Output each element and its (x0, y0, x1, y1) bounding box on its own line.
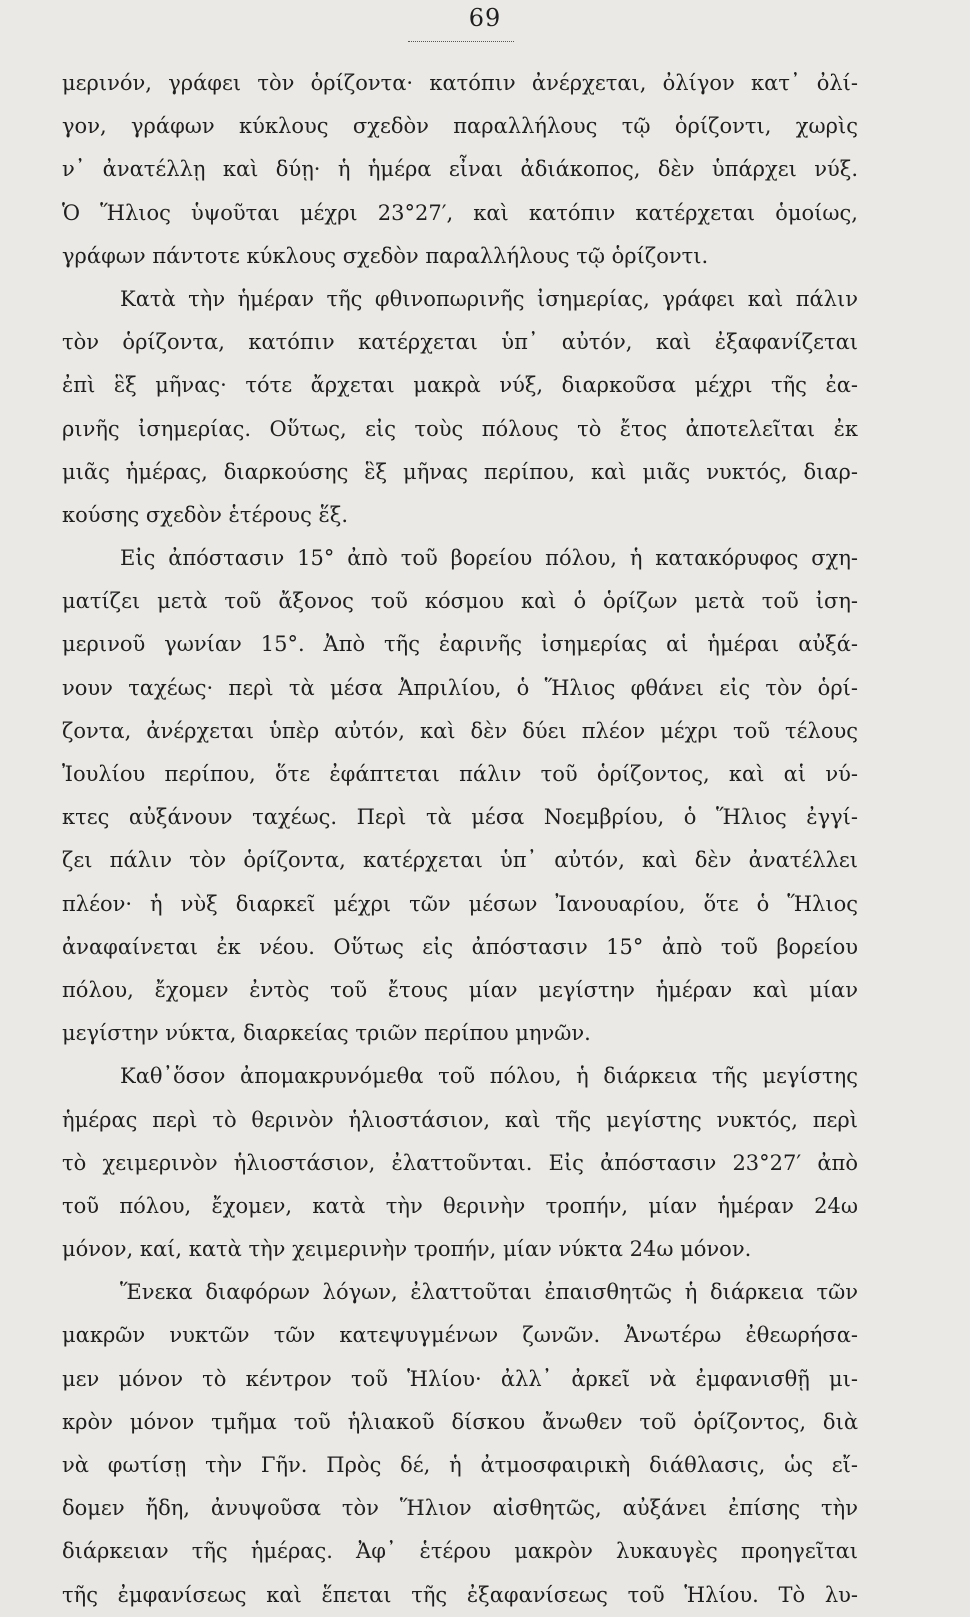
page-number: 69 (468, 4, 502, 32)
text-line: Κατὰ τὴν ἡμέραν τῆς φθινοπωρινῆς ἰσημερίας, γράφει καὶ πάλιν (120, 286, 858, 311)
text-line: τοῦ πόλου, ἔχομεν, κατὰ τὴν θερινὴν τροπήν, μίαν ἡμέραν 24ω (62, 1193, 858, 1218)
text-line: ἐπὶ ἓξ μῆνας· τότε ἄρχεται μακρὰ νύξ, διαρκοῦσα μέχρι τῆς ἐα- (62, 373, 858, 398)
text-line: Ἰουλίου περίπου, ὅτε ἐφάπτεται πάλιν τοῦ ὁρίζοντος, καὶ αἱ νύ- (62, 762, 858, 786)
text-line: τὸ χειμερινὸν ἡλιοστάσιον, ἐλαττοῦνται. Εἰς ἀπόστασιν 23°27′ ἀπὸ (62, 1150, 858, 1175)
text-line: μόνον, καί, κατὰ τὴν χειμερινὴν τροπήν, μίαν νύκτα 24ω μόνον. (62, 1237, 752, 1262)
text-line: ν᾽ ἀνατέλλῃ καὶ δύῃ· ἡ ἡμέρα εἶναι ἀδιάκοπος, δὲν ὑπάρχει νύξ. (62, 157, 858, 182)
text-line: ἡμέρας περὶ τὸ θερινὸν ἡλιοστάσιον, καὶ τῆς μεγίστης νυκτός, περὶ (62, 1107, 858, 1132)
text-line: μεγίστην νύκτα, διαρκείας τριῶν περίπου μηνῶν. (62, 1021, 591, 1046)
text-line: μερινόν, γράφει τὸν ὁρίζοντα· κατόπιν ἀνέρχεται, ὀλίγον κατ᾽ ὀλί- (62, 71, 858, 95)
text-line: ζει πάλιν τὸν ὁρίζοντα, κατέρχεται ὑπ᾽ αὐτόν, καὶ δὲν ἀνατέλλει (62, 848, 858, 873)
text-line: νὰ φωτίσῃ τὴν Γῆν. Πρὸς δέ, ἡ ἀτμοσφαιρικὴ διάθλασις, ὡς εἴ- (62, 1453, 858, 1477)
text-line: Εἰς ἀπόστασιν 15° ἀπὸ τοῦ βορείου πόλου, ἡ κατακόρυφος σχη- (120, 546, 858, 571)
text-line: τῆς ἐμφανίσεως καὶ ἕπεται τῆς ἐξαφανίσεως τοῦ Ἡλίου. Τὸ λυ- (62, 1582, 858, 1607)
text-line: μιᾶς ἡμέρας, διαρκούσης ἓξ μῆνας περίπου, καὶ μιᾶς νυκτός, διαρ- (62, 459, 858, 484)
text-line: Ὁ Ἥλιος ὑψοῦται μέχρι 23°27′, καὶ κατόπιν κατέρχεται ὁμοίως, (62, 200, 858, 225)
text-line: γράφων πάντοτε κύκλους σχεδὸν παραλλήλους τῷ ὁρίζοντι. (62, 243, 709, 268)
text-line: δομεν ἤδη, ἀνυψοῦσα τὸν Ἥλιον αἰσθητῶς, αὐξάνει ἐπίσης τὴν (62, 1496, 858, 1521)
text-line: διάρκειαν τῆς ἡμέρας. Ἀφ᾽ ἑτέρου μακρὸν λυκαυγὲς προηγεῖται (62, 1539, 858, 1564)
text-line: μεν μόνον τὸ κέντρον τοῦ Ἡλίου· ἀλλ᾽ ἀρκεῖ νὰ ἐμφανισθῇ μι- (62, 1366, 858, 1391)
text-line: Ἕνεκα διαφόρων λόγων, ἐλαττοῦται ἐπαισθητῶς ἡ διάρκεια τῶν (120, 1280, 858, 1305)
text-line: πλέον· ἡ νὺξ διαρκεῖ μέχρι τῶν μέσων Ἰανουαρίου, ὅτε ὁ Ἥλιος (62, 891, 858, 916)
text-line: μακρῶν νυκτῶν τῶν κατεψυγμένων ζωνῶν. Ἀνωτέρω ἐθεωρήσα- (62, 1323, 858, 1348)
text-line: μερινοῦ γωνίαν 15°. Ἀπὸ τῆς ἐαρινῆς ἰσημερίας αἱ ἡμέραι αὐξά- (62, 632, 858, 657)
text-line: πόλου, ἔχομεν ἐντὸς τοῦ ἔτους μίαν μεγίστην ἡμέραν καὶ μίαν (62, 977, 858, 1002)
text-line: νουν ταχέως· περὶ τὰ μέσα Ἀπριλίου, ὁ Ἥλιος φθάνει εἰς τὸν ὁρί- (62, 675, 858, 700)
text-line: ἀναφαίνεται ἐκ νέου. Οὕτως εἰς ἀπόστασιν 15° ἀπὸ τοῦ βορείου (62, 934, 858, 959)
text-line: γον, γράφων κύκλους σχεδὸν παραλλήλους τῷ ὁρίζοντι, χωρὶς (62, 114, 858, 139)
text-line: κούσης σχεδὸν ἑτέρους ἕξ. (62, 502, 349, 527)
text-line: ζοντα, ἀνέρχεται ὑπὲρ αὐτόν, καὶ δὲν δύει πλέον μέχρι τοῦ τέλους (62, 718, 858, 743)
text-line: κτες αὐξάνουν ταχέως. Περὶ τὰ μέσα Νοεμβρίου, ὁ Ἥλιος ἐγγί- (62, 805, 858, 830)
page-body-text (62, 62, 858, 1617)
text-line: ρινῆς ἰσημερίας. Οὕτως, εἰς τοὺς πόλους τὸ ἔτος ἀποτελεῖται ἐκ (62, 416, 858, 441)
text-line: τὸν ὁρίζοντα, κατόπιν κατέρχεται ὑπ᾽ αὐτόν, καὶ ἐξαφανίζεται (62, 330, 858, 355)
text-line: Καθ᾽ὅσον ἀπομακρυνόμεθα τοῦ πόλου, ἡ διάρκεια τῆς μεγίστης (120, 1064, 858, 1089)
text-line: ματίζει μετὰ τοῦ ἄξονος τοῦ κόσμου καὶ ὁ ὁρίζων μετὰ τοῦ ἰση- (62, 589, 858, 614)
page-number-rule (408, 41, 514, 42)
text-line: κρὸν μόνον τμῆμα τοῦ ἡλιακοῦ δίσκου ἄνωθεν τοῦ ὁρίζοντος, διὰ (62, 1409, 858, 1434)
